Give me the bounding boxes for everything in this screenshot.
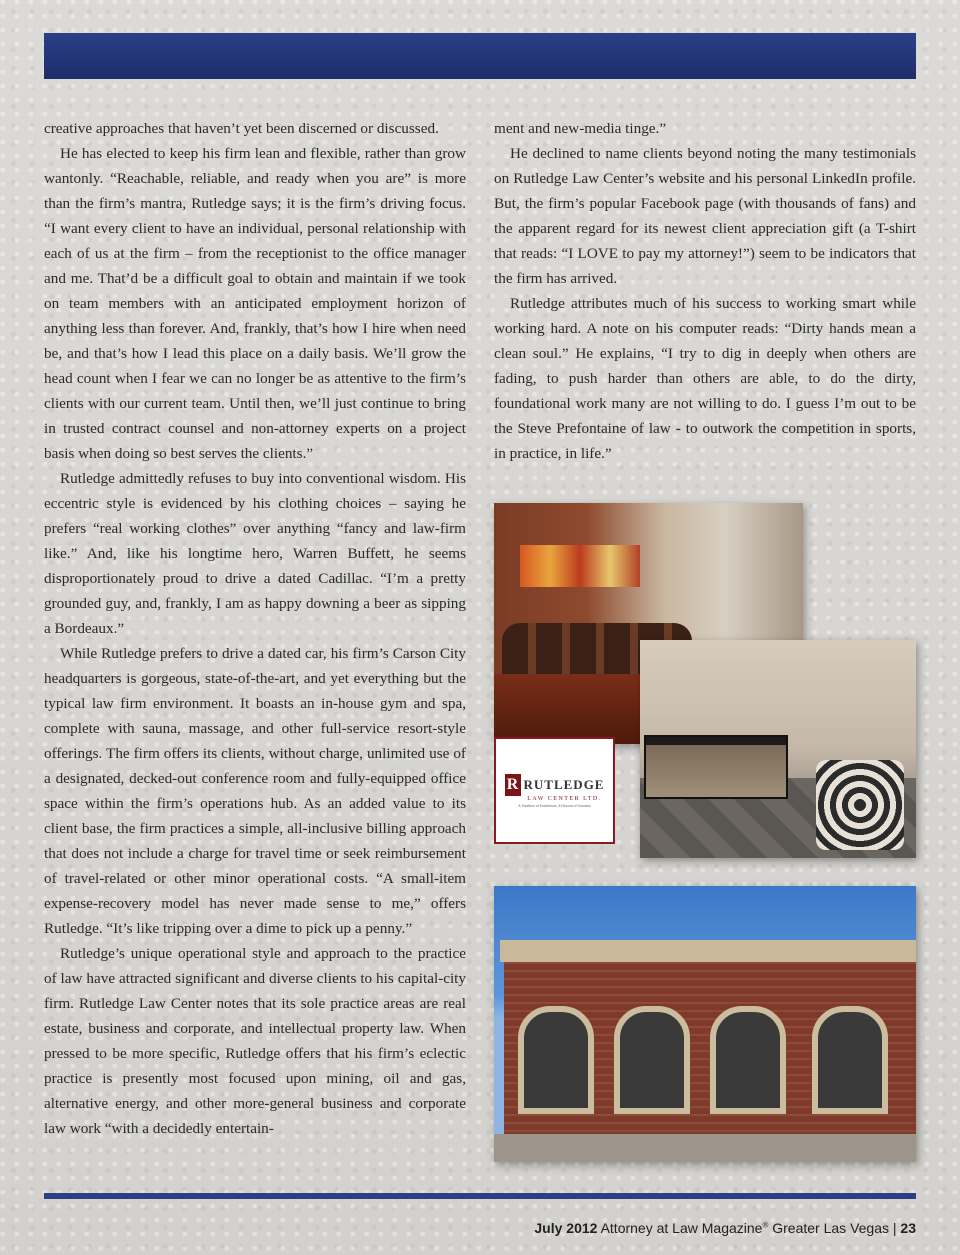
page-footer [534,1220,916,1236]
logo-mark-icon: R [505,774,521,796]
paragraph: creative approaches that haven’t yet been discerned or discussed. [44,120,439,137]
paragraph: Rutledge admittedly refuses to buy into conventional wisdom. His eccentric style is evidenced by his clothing choices – saying he prefers “real working clothes” over anything “fancy and law-firm like.” And, like his longtime hero, Warren Buffett, he seems disproportionately proud to drive a dated Cadillac. “I’m a pretty grounded guy, and, frankly, I am as happy downing a beer as sipping a Bordeaux.” [44,470,466,637]
paragraph: He declined to name clients beyond noting the many testimonials on Rutledge Law Center’s website and his personal LinkedIn profile. But, the firm’s popular Facebook page (with thousands of fans) and the apparent regard for its newest client appreciation gift (a T-shirt that reads: “I LOVE to pay my attorney!”) seem to be indicators that the firm has arrived. [494,145,916,287]
paragraph: He has elected to keep his firm lean and flexible, rather than grow wantonly. “Reachable, reliable, and ready when you are” is more than the firm’s mantra, Rutledge says; it is the firm’s driving focus. “I want every client to have an individual, personal relationship with each of us at the firm – from the receptionist to the office manager and me. That’d be a difficult goal to obtain and maintain if we took on team members with an anticipated employment horizon of anything less than forever. And, frankly, that’s how I hire when need be, and that’s how I lead this place on a daily basis. We’ll grow the head count when I fear we can no longer be as attentive to the firm’s clients with our current team. Until then, we’ll just continue to bring in trusted contract counsel and non-attorney experts on a project basis when doing so best serves the clients.” [44,145,466,462]
paragraph: ment and new-media tinge.” [494,120,667,137]
footer-separator: | [892,1220,897,1236]
logo-name: RUTLEDGE [523,776,605,792]
right-column [494,116,916,466]
sidewalk [494,1134,916,1162]
arched-window [614,1006,690,1114]
logo-subtitle: LAW CENTER LTD. [527,795,602,802]
paragraph: Rutledge attributes much of his success to working smart while working hard. A note on his computer reads: “Dirty hands mean a clean soul.” He explains, “I try to dig in deeply when others are fading, to push harder than others are able, to do the dirty, foundational work many are not willing to do. I guess I’m out to be the Steve Prefontaine of law - to outwork the competition in sports, in practice, in life.” [494,295,916,462]
page-number: 23 [900,1220,916,1236]
paragraph: Rutledge’s unique operational style and approach to the practice of law have attracted significant and diverse clients to his capital-city firm. Rutledge Law Center notes that its sole practice areas are real estate, business and corporate, and intellectual property law. When pressed to be more specific, Rutledge offers that his firm’s eclectic practice is presently most focused upon mining, oil and gas, alternative energy, and other more-general business and corporate law work “with a decidedly entertain- [44,945,466,1137]
building-exterior-photo [494,886,916,1162]
paragraph: While Rutledge prefers to drive a dated car, his firm’s Carson City headquarters is gorgeous, state-of-the-art, and yet everything but the typical law firm environment. It boasts an in-house gym and spa, complete with sauna, massage, and other full-service resort-style offerings. The firm offers its clients, without charge, unlimited use of a designated, decked-out conference room and fully-equipped office space within the firm’s operations hub. As an added value to its client base, the firm practices a simple, all-inclusive billing approach that does not include a charge for travel time or seek reimbursement of travel-related or other minor operational costs. “A small-item expense-recovery model has never made sense to me,” offers Rutledge. “It’s like tripping over a dime to pick up a penny.” [44,645,466,937]
footer-rule [44,1193,916,1199]
logo-tagline: A Tradition of Excellence, A Record of Success [518,803,591,808]
cornice [500,940,916,962]
patterned-chair [816,760,904,850]
registered-mark: ® [762,1220,769,1230]
arched-window [518,1006,594,1114]
aquarium [644,735,788,799]
wall-art [520,545,640,587]
magazine-name: Attorney at Law Magazine [600,1220,763,1236]
left-column [44,116,466,1141]
arched-window [710,1006,786,1114]
rutledge-logo [494,737,615,844]
lobby-photo [640,640,916,858]
header-bar [44,33,916,79]
edition-name: Greater Las Vegas [772,1220,889,1236]
issue-date: July 2012 [534,1220,598,1236]
arched-window [812,1006,888,1114]
